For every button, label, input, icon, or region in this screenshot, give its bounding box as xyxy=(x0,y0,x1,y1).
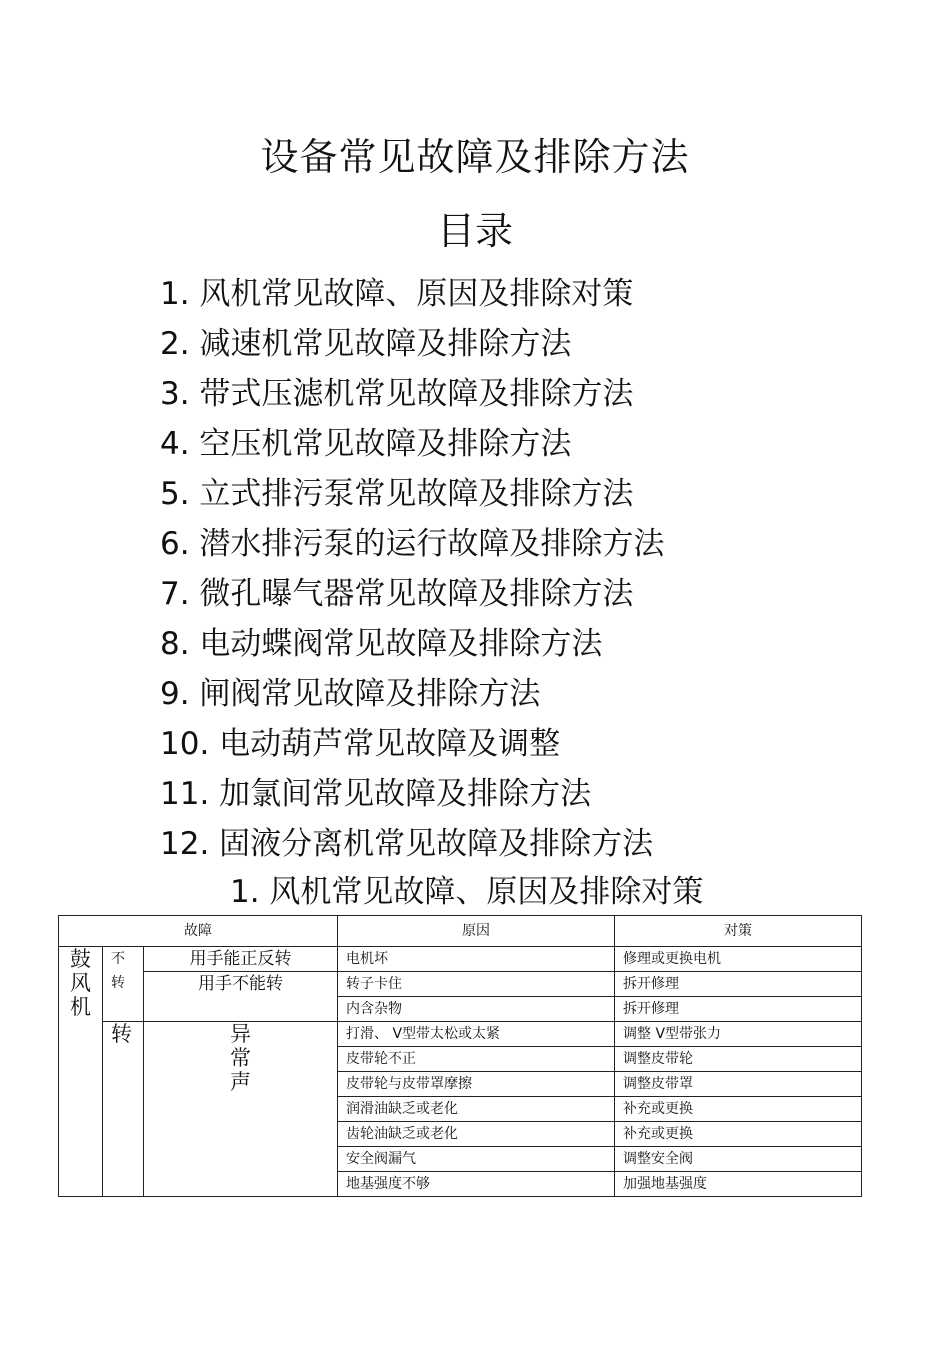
remedy-cell: 补充或更换 xyxy=(615,1097,862,1122)
remedy-cell: 调整 V型带张力 xyxy=(615,1022,862,1047)
table-of-contents xyxy=(160,270,664,870)
remedy-cell: 修理或更换电机 xyxy=(615,947,862,972)
toc-item: 4. 空压机常见故障及排除方法 xyxy=(160,426,572,462)
toc-item: 3. 带式压滤机常见故障及排除方法 xyxy=(160,376,634,412)
mode-no-turn-cell: 不 转 xyxy=(103,947,144,1022)
cause-cell: 转子卡住 xyxy=(338,972,615,997)
remedy-cell: 拆开修理 xyxy=(615,972,862,997)
remedy-cell: 加强地基强度 xyxy=(615,1172,862,1197)
header-fault: 故障 xyxy=(59,916,338,947)
fault-table xyxy=(58,915,862,1197)
cause-cell: 安全阀漏气 xyxy=(338,1147,615,1172)
toc-item: 2. 减速机常见故障及排除方法 xyxy=(160,326,572,362)
remedy-cell: 调整皮带罩 xyxy=(615,1072,862,1097)
toc-item: 9. 闸阀常见故障及排除方法 xyxy=(160,676,541,712)
cause-cell: 齿轮油缺乏或老化 xyxy=(338,1122,615,1147)
cause-cell: 皮带轮与皮带罩摩擦 xyxy=(338,1072,615,1097)
toc-heading: 目录 xyxy=(436,209,513,253)
table-row xyxy=(59,972,862,997)
symptom-cell: 用手不能转 xyxy=(144,972,338,1022)
toc-item: 6. 潜水排污泵的运行故障及排除方法 xyxy=(160,526,665,562)
remedy-cell: 补充或更换 xyxy=(615,1122,862,1147)
cause-cell: 润滑油缺乏或老化 xyxy=(338,1097,615,1122)
symptom-cell: 异 常 声 xyxy=(144,1022,338,1197)
document-title: 设备常见故障及排除方法 xyxy=(260,135,690,179)
cause-cell: 打滑、 V型带太松或太紧 xyxy=(338,1022,615,1047)
header-remedy: 对策 xyxy=(615,916,862,947)
toc-item: 10. 电动葫芦常见故障及调整 xyxy=(160,726,561,762)
table-row xyxy=(59,947,862,972)
symptom-cell: 用手能正反转 xyxy=(144,947,338,972)
header-cause: 原因 xyxy=(338,916,615,947)
toc-item: 11. 加氯间常见故障及排除方法 xyxy=(160,776,592,812)
remedy-cell: 调整皮带轮 xyxy=(615,1047,862,1072)
section-heading: 1. 风机常见故障、原因及排除对策 xyxy=(230,874,704,910)
toc-item: 12. 固液分离机常见故障及排除方法 xyxy=(160,826,654,862)
cause-cell: 电机坏 xyxy=(338,947,615,972)
cause-cell: 地基强度不够 xyxy=(338,1172,615,1197)
cause-cell: 内含杂物 xyxy=(338,997,615,1022)
remedy-cell: 拆开修理 xyxy=(615,997,862,1022)
toc-item: 1. 风机常见故障、原因及排除对策 xyxy=(160,276,634,312)
table-header-row xyxy=(59,916,862,947)
table-row xyxy=(59,1022,862,1047)
toc-item: 7. 微孔曝气器常见故障及排除方法 xyxy=(160,576,634,612)
remedy-cell: 调整安全阀 xyxy=(615,1147,862,1172)
mode-turn-cell: 转 xyxy=(103,1022,144,1197)
toc-item: 5. 立式排污泵常见故障及排除方法 xyxy=(160,476,634,512)
cause-cell: 皮带轮不正 xyxy=(338,1047,615,1072)
equipment-cell: 鼓 风 机 xyxy=(59,947,103,1197)
toc-item: 8. 电动蝶阀常见故障及排除方法 xyxy=(160,626,603,662)
